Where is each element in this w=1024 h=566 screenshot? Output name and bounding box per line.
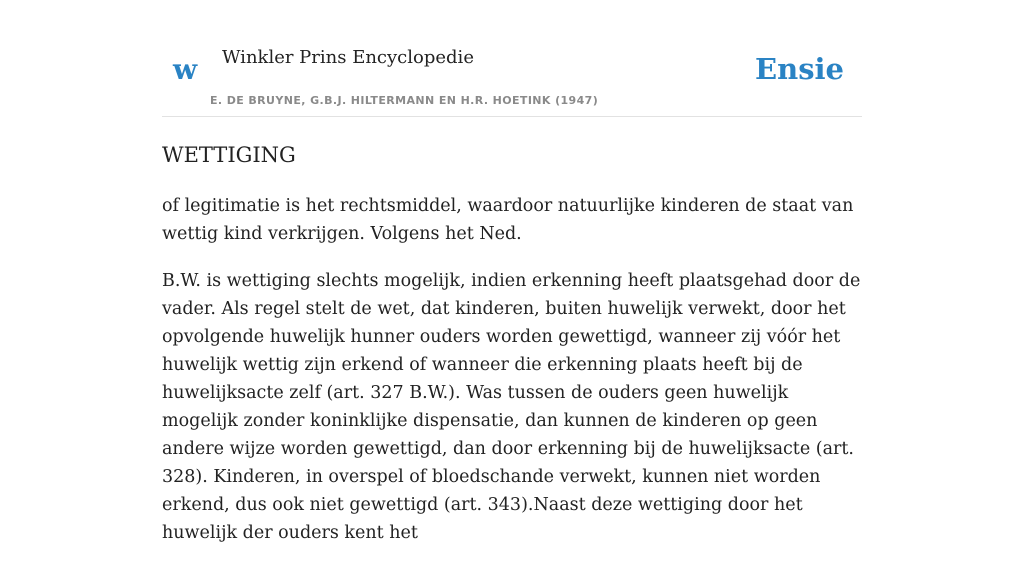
article-paragraph-2: B.W. is wettiging slechts mogelijk, indien erkenning heeft plaatsgehad door de vader. Als regel stelt de wet, dat kinderen, buiten huwelijk verwekt, door het opvolgende huwelijk hunner ouders worden gewettigd, wanneer zij vóór het huwelijk wettig zijn erkend of wanneer die erkenning plaats heeft bij de huwelijksacte zelf (art. 327 B.W.). Was tussen de ouders geen huwelijk mogelijk zonder koninklijke dispensatie, dan kunnen de kinderen op geen andere wijze worden gewettigd, dan door erkenning bij de huwelijksacte (art. 328). Kinderen, in overspel of bloedschande verwekt, kunnen niet worden erkend, dus ook niet gewettigd (art. 343).Naast deze wettiging door het huwelijk der ouders kent het <box>162 271 861 543</box>
site-logo[interactable]: w <box>173 53 198 86</box>
article-paragraph-1: of legitimatie is het rechtsmiddel, waardoor natuurlijke kinderen de staat van wettig kind verkrijgen. Volgens het Ned. <box>162 196 854 244</box>
header <box>162 0 862 117</box>
authors-line: E. DE BRUYNE, G.B.J. HILTERMANN EN H.R. HOETINK (1947) <box>210 94 599 107</box>
brand-logo[interactable]: Ensie <box>755 52 844 86</box>
site-title[interactable]: Winkler Prins Encyclopedie <box>222 47 474 68</box>
article-title: WETTIGING <box>162 143 296 167</box>
article-body <box>162 192 862 566</box>
